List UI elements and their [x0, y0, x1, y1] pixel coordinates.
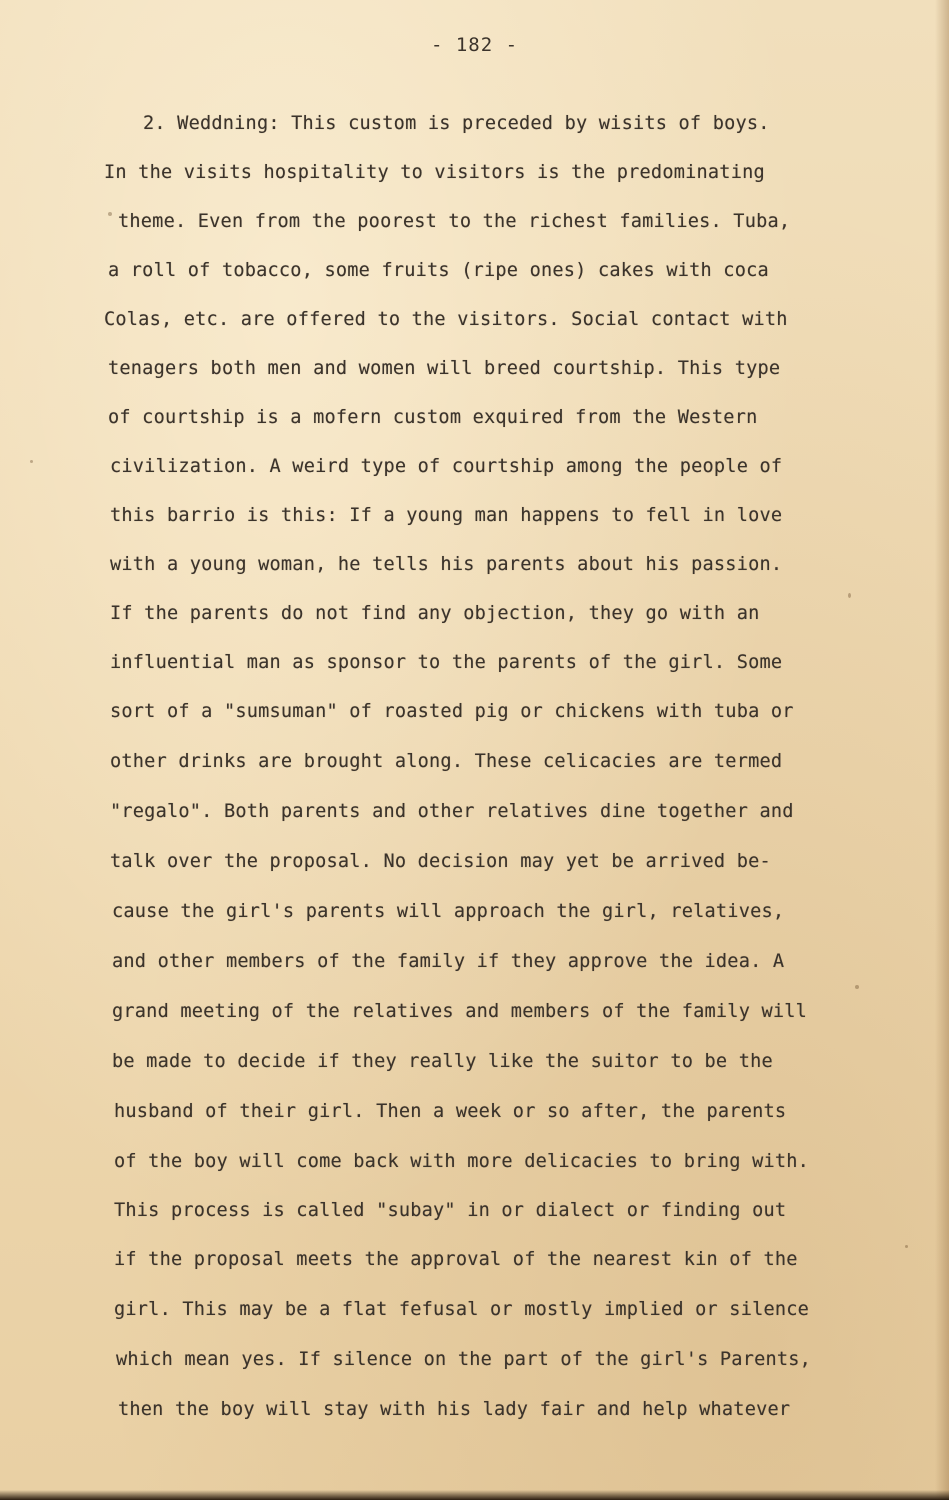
text-line: tenagers both men and women will breed courtship. This type — [108, 358, 781, 379]
text-line: husband of their girl. Then a week or so after, the parents — [114, 1101, 787, 1122]
text-line: grand meeting of the relatives and members of the family will — [112, 1001, 808, 1022]
text-line: talk over the proposal. No decision may yet be arrived be- — [110, 851, 771, 872]
text-line: civilization. A weird type of courtship among the people of — [110, 456, 783, 477]
text-line: 2. Weddning: This custom is preceded by wisits of boys. — [143, 113, 770, 134]
text-line: be made to decide if they really like the suitor to be the — [112, 1051, 773, 1072]
text-line: of the boy will come back with more delicacies to bring with. — [114, 1151, 810, 1172]
text-line: If the parents do not find any objection, they go with an — [110, 603, 760, 624]
text-line: a roll of tobacco, some fruits (ripe ones) cakes with coca — [108, 260, 769, 281]
text-line: influential man as sponsor to the parents of the girl. Some — [110, 652, 783, 673]
text-line: Colas, etc. are offered to the visitors. Social contact with — [104, 309, 788, 330]
text-line: of courtship is a mofern custom exquired from the Western — [108, 407, 758, 428]
text-line: with a young woman, he tells his parents about his passion. — [110, 554, 783, 575]
text-line: This process is called "subay" in or dialect or finding out — [114, 1200, 787, 1221]
text-line: girl. This may be a flat fefusal or mostly implied or silence — [114, 1299, 810, 1320]
text-line: cause the girl's parents will approach the girl, relatives, — [112, 901, 785, 922]
text-line: if the proposal meets the approval of the nearest kin of the — [114, 1249, 798, 1270]
text-line: sort of a "sumsuman" of roasted pig or chickens with tuba or — [110, 701, 794, 722]
text-line: In the visits hospitality to visitors is the predominating — [104, 162, 765, 183]
text-line: theme. Even from the poorest to the richest families. Tuba, — [118, 211, 791, 232]
text-line: "regalo". Both parents and other relatives dine together and — [110, 801, 794, 822]
text-line: which mean yes. If silence on the part of the girl's Parents, — [116, 1349, 812, 1370]
text-line: then the boy will stay with his lady fair and help whatever — [118, 1399, 791, 1420]
text-line: this barrio is this: If a young man happens to fell in love — [110, 505, 783, 526]
text-line: other drinks are brought along. These celicacies are termed — [110, 751, 783, 772]
page-number: - 182 - — [430, 34, 519, 56]
text-line: and other members of the family if they approve the idea. A — [112, 951, 785, 972]
